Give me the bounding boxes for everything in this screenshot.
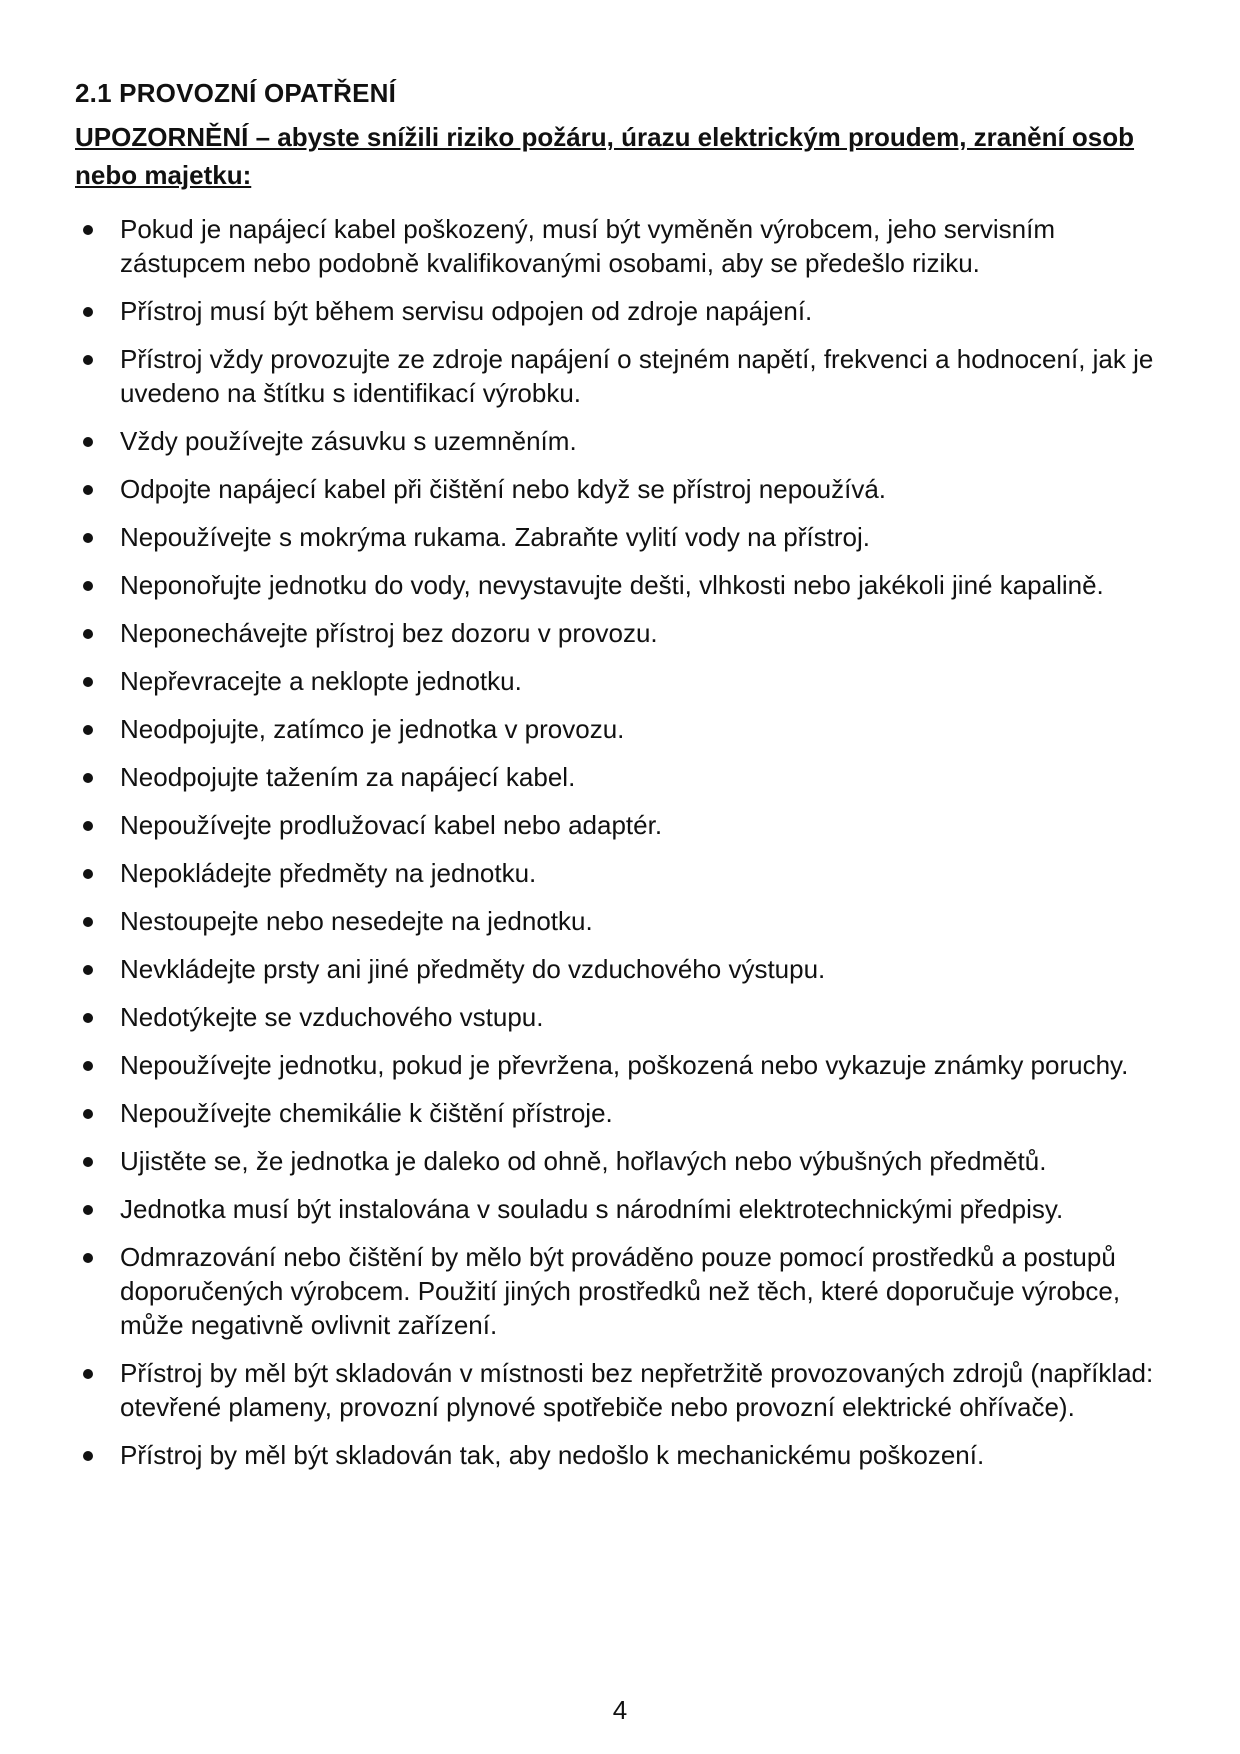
- list-item-text: Nestoupejte nebo nesedejte na jednotku.: [120, 906, 593, 936]
- list-item-text: Nepoužívejte prodlužovací kabel nebo adaptér.: [120, 810, 663, 840]
- bullet-icon: [83, 917, 93, 927]
- list-item-text: Přístroj by měl být skladován tak, aby nedošlo k mechanickému poškození.: [120, 1440, 985, 1470]
- list-item: [75, 1000, 1175, 1034]
- bullet-icon: [83, 1205, 93, 1215]
- list-item: [75, 520, 1175, 554]
- list-item: [75, 1144, 1175, 1178]
- list-item: [75, 424, 1175, 458]
- list-item: [75, 664, 1175, 698]
- bullet-icon: [83, 1013, 93, 1023]
- list-item-text: Neodpojujte, zatímco je jednotka v provozu.: [120, 714, 625, 744]
- bullet-icon: [83, 437, 93, 447]
- list-item-text: Ujistěte se, že jednotka je daleko od ohně, hořlavých nebo výbušných předmětů.: [120, 1146, 1047, 1176]
- list-item: [75, 294, 1175, 328]
- bullet-icon: [83, 1369, 93, 1379]
- bullet-icon: [83, 869, 93, 879]
- bullet-icon: [83, 1157, 93, 1167]
- list-item-text: Nevkládejte prsty ani jiné předměty do vzduchového výstupu.: [120, 954, 826, 984]
- list-item-text: Přístroj musí být během servisu odpojen od zdroje napájení.: [120, 296, 813, 326]
- list-item: [75, 616, 1175, 650]
- list-item-text: Pokud je napájecí kabel poškozený, musí být vyměněn výrobcem, jeho servisním zástupcem nebo podobně kvalifikovanými osobami, aby se předešlo riziku.: [120, 214, 1056, 278]
- bullet-icon: [83, 581, 93, 591]
- list-item: [75, 1048, 1175, 1082]
- bullet-icon: [83, 1253, 93, 1263]
- bullet-icon: [83, 533, 93, 543]
- bullet-icon: [83, 821, 93, 831]
- list-item: [75, 760, 1175, 794]
- list-item-text: Nepoužívejte s mokrýma rukama. Zabraňte vylití vody na přístroj.: [120, 522, 870, 552]
- list-item: [75, 342, 1175, 410]
- list-item-text: Nepoužívejte jednotku, pokud je převržena, poškozená nebo vykazuje známky poruchy.: [120, 1050, 1129, 1080]
- list-item-text: Vždy používejte zásuvku s uzemněním.: [120, 426, 577, 456]
- precautions-list: [75, 212, 1175, 1486]
- list-item-text: Nepřevracejte a neklopte jednotku.: [120, 666, 522, 696]
- list-item: [75, 712, 1175, 746]
- list-item-text: Nepoužívejte chemikálie k čištění přístroje.: [120, 1098, 613, 1128]
- list-item: [75, 808, 1175, 842]
- list-item: [75, 1192, 1175, 1226]
- list-item-text: Přístroj by měl být skladován v místnosti bez nepřetržitě provozovaných zdrojů (například: otevřené plameny, provozní plynové spotřebiče nebo provozní elektrické ohřívače).: [120, 1358, 1154, 1422]
- list-item: [75, 1240, 1175, 1342]
- list-item: [75, 952, 1175, 986]
- list-item-text: Nepokládejte předměty na jednotku.: [120, 858, 537, 888]
- list-item: [75, 1438, 1175, 1472]
- bullet-icon: [83, 773, 93, 783]
- bullet-icon: [83, 225, 93, 235]
- list-item: [75, 1356, 1175, 1424]
- page-number: 4: [612, 1695, 628, 1725]
- section-heading: 2.1 PROVOZNÍ OPATŘENÍ: [75, 78, 397, 108]
- list-item-text: Přístroj vždy provozujte ze zdroje napájení o stejném napětí, frekvenci a hodnocení, jak je uvedeno na štítku s identifikací výrobku.: [120, 344, 1154, 408]
- list-item: [75, 568, 1175, 602]
- list-item-text: Neponořujte jednotku do vody, nevystavujte dešti, vlhkosti nebo jakékoli jiné kapalině.: [120, 570, 1104, 600]
- list-item-text: Nedotýkejte se vzduchového vstupu.: [120, 1002, 544, 1032]
- warning-text: UPOZORNĚNÍ – abyste snížili riziko požáru, úrazu elektrickým proudem, zranění osob nebo majetku:: [75, 122, 1135, 190]
- list-item: [75, 856, 1175, 890]
- bullet-icon: [83, 629, 93, 639]
- list-item-text: Jednotka musí být instalována v souladu s národními elektrotechnickými předpisy.: [120, 1194, 1064, 1224]
- bullet-icon: [83, 307, 93, 317]
- list-item: [75, 472, 1175, 506]
- bullet-icon: [83, 1061, 93, 1071]
- list-item: [75, 212, 1175, 280]
- list-item: [75, 904, 1175, 938]
- bullet-icon: [83, 677, 93, 687]
- bullet-icon: [83, 485, 93, 495]
- bullet-icon: [83, 965, 93, 975]
- list-item-text: Odmrazování nebo čištění by mělo být prováděno pouze pomocí prostředků a postupů doporučených výrobcem. Použití jiných prostředků než těch, které doporučuje výrobce, může negativně ovlivnit zařízení.: [120, 1242, 1121, 1340]
- list-item: [75, 1096, 1175, 1130]
- bullet-icon: [83, 355, 93, 365]
- list-item-text: Odpojte napájecí kabel při čištění nebo když se přístroj nepoužívá.: [120, 474, 886, 504]
- bullet-icon: [83, 1451, 93, 1461]
- bullet-icon: [83, 725, 93, 735]
- list-item-text: Neodpojujte tažením za napájecí kabel.: [120, 762, 576, 792]
- list-item-text: Neponechávejte přístroj bez dozoru v provozu.: [120, 618, 658, 648]
- bullet-icon: [83, 1109, 93, 1119]
